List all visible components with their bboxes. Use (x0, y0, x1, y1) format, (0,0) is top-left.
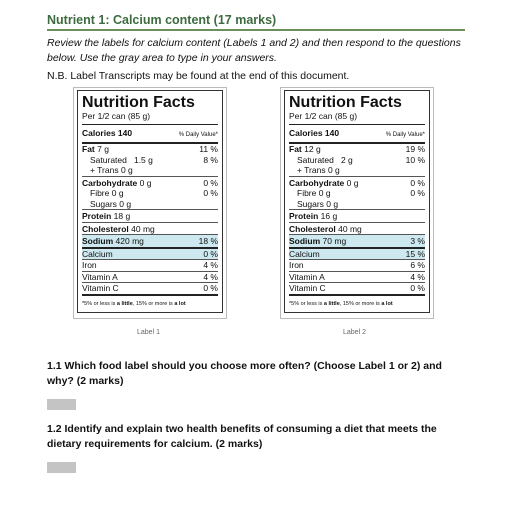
vitamin-a-row (82, 272, 218, 284)
saturated-amount: 1.5 g (133, 154, 153, 165)
nutrition-label-1 (77, 90, 223, 313)
iron-pct: 4 % (203, 260, 218, 270)
cholesterol-amount: 40 mg (338, 223, 362, 234)
instructions: Review the labels for calcium content (Labels 1 and 2) and then respond to the questions below. Use the gray area to type in your answers. (47, 37, 461, 64)
iron-label: Iron (82, 260, 97, 270)
question-1-2: 1.2 Identify and explain two health benefits of consuming a diet that meets the dietary requirements for calcium. (2 marks) (47, 423, 437, 450)
carb-label: Carbohydrate (82, 177, 138, 188)
answer-field-1-2[interactable] (47, 462, 76, 473)
calcium-pct: 0 % (203, 248, 218, 259)
saturated-row (289, 155, 425, 166)
label-2-caption: Label 2 (343, 329, 366, 336)
foot-little: a little (323, 300, 340, 307)
cholesterol-amount: 40 mg (131, 223, 155, 234)
vitamin-c-label: Vitamin C (82, 283, 119, 293)
sugars-row: Sugars 0 g (82, 199, 218, 211)
vitamin-a-row (289, 272, 425, 284)
calcium-label: Calcium (289, 248, 320, 259)
fibre-label: Fibre 0 g (297, 188, 331, 198)
dv-header: % Daily Value* (178, 131, 218, 138)
saturated-pct: 8 % (203, 154, 218, 165)
calories: Calories 140 (289, 127, 340, 138)
foot-lot: a lot (174, 300, 186, 307)
sodium-amount: 420 mg (115, 236, 144, 246)
fibre-pct: 0 % (410, 188, 425, 198)
protein-amount: 18 g (113, 211, 131, 221)
vitamin-c-label: Vitamin C (289, 283, 326, 293)
carb-row (82, 177, 218, 189)
sodium-row (289, 235, 425, 249)
calcium-row (289, 249, 425, 261)
protein-label: Protein (82, 211, 112, 221)
foot-lot: a lot (381, 300, 393, 307)
sodium-label: Sodium (82, 236, 114, 246)
calories-row (82, 126, 218, 145)
fibre-pct: 0 % (203, 188, 218, 198)
fat-row (289, 144, 425, 155)
protein-row (289, 210, 425, 223)
fibre-label: Fibre 0 g (90, 188, 124, 198)
foot-mid: , 15% or more is (132, 300, 175, 307)
foot-pre: *5% or less is (289, 300, 324, 307)
fat-row (82, 144, 218, 155)
dv-header: % Daily Value* (385, 131, 425, 138)
sodium-pct: 18 % (198, 236, 218, 246)
calcium-row (82, 249, 218, 261)
protein-label: Protein (289, 211, 319, 221)
foot-mid: , 15% or more is (339, 300, 382, 307)
protein-row (82, 210, 218, 223)
foot-little: a little (116, 300, 133, 307)
dv-footnote (82, 296, 218, 310)
calcium-pct: 15 % (405, 248, 425, 259)
fat-amount: 12 g (304, 144, 321, 154)
fibre-row (289, 188, 425, 199)
vitamin-a-pct: 4 % (203, 271, 218, 282)
sodium-amount: 70 mg (322, 236, 347, 246)
saturated-row (82, 155, 218, 166)
saturated-label: Saturated (297, 154, 334, 165)
protein-amount: 16 g (320, 211, 338, 221)
calories: Calories 140 (82, 127, 133, 138)
vitamin-a-label: Vitamin A (82, 271, 118, 282)
iron-label: Iron (289, 260, 304, 270)
fat-label: Fat (82, 144, 95, 154)
carb-amount: 0 g (346, 177, 359, 188)
sodium-label: Sodium (289, 236, 321, 246)
iron-row (82, 260, 218, 272)
vitamin-a-pct: 4 % (410, 271, 425, 282)
nutrition-label-2 (284, 90, 430, 313)
calcium-label: Calcium (82, 248, 113, 259)
vitamin-a-label: Vitamin A (289, 271, 325, 282)
foot-pre: *5% or less is (82, 300, 117, 307)
fat-amount: 7 g (97, 144, 109, 154)
iron-pct: 6 % (410, 260, 425, 270)
fibre-row (82, 188, 218, 199)
trans-row: + Trans 0 g (82, 165, 218, 177)
sodium-pct: 3 % (410, 236, 425, 246)
calories-row (289, 126, 425, 145)
vitamin-c-row (82, 283, 218, 296)
sodium-row (82, 235, 218, 249)
cholesterol-label: Cholesterol (82, 223, 129, 234)
carb-row (289, 177, 425, 189)
answer-field-1-1[interactable] (47, 399, 76, 410)
saturated-pct: 10 % (405, 154, 425, 165)
dv-footnote (289, 296, 425, 310)
nf-title: Nutrition Facts (289, 94, 402, 111)
trans-row: + Trans 0 g (289, 165, 425, 177)
fat-label: Fat (289, 144, 302, 154)
sugars-row: Sugars 0 g (289, 199, 425, 211)
cholesterol-label: Cholesterol (289, 223, 336, 234)
nf-title: Nutrition Facts (82, 94, 195, 111)
iron-row (289, 260, 425, 272)
question-1-1: 1.1 Which food label should you choose more often? (Choose Label 1 or 2) and why? (2 marks) (47, 360, 442, 387)
carb-pct: 0 % (410, 177, 425, 188)
transcript-note: N.B. Label Transcripts may be found at the end of this document. (47, 70, 350, 82)
saturated-label: Saturated (90, 154, 127, 165)
fat-pct: 19 % (405, 144, 425, 154)
fat-pct: 11 % (199, 144, 218, 154)
label-1-caption: Label 1 (137, 329, 160, 336)
carb-label: Carbohydrate (289, 177, 345, 188)
vitamin-c-row (289, 283, 425, 296)
cholesterol-row (289, 223, 425, 236)
vitamin-c-pct: 0 % (410, 283, 425, 293)
section-heading: Nutrient 1: Calcium content (17 marks) (47, 13, 465, 31)
nf-serving: Per 1/2 can (85 g) (82, 111, 218, 125)
carb-amount: 0 g (139, 177, 152, 188)
carb-pct: 0 % (203, 177, 218, 188)
nf-serving: Per 1/2 can (85 g) (289, 111, 425, 125)
saturated-amount: 2 g (340, 154, 353, 165)
vitamin-c-pct: 0 % (203, 283, 218, 293)
cholesterol-row (82, 223, 218, 236)
